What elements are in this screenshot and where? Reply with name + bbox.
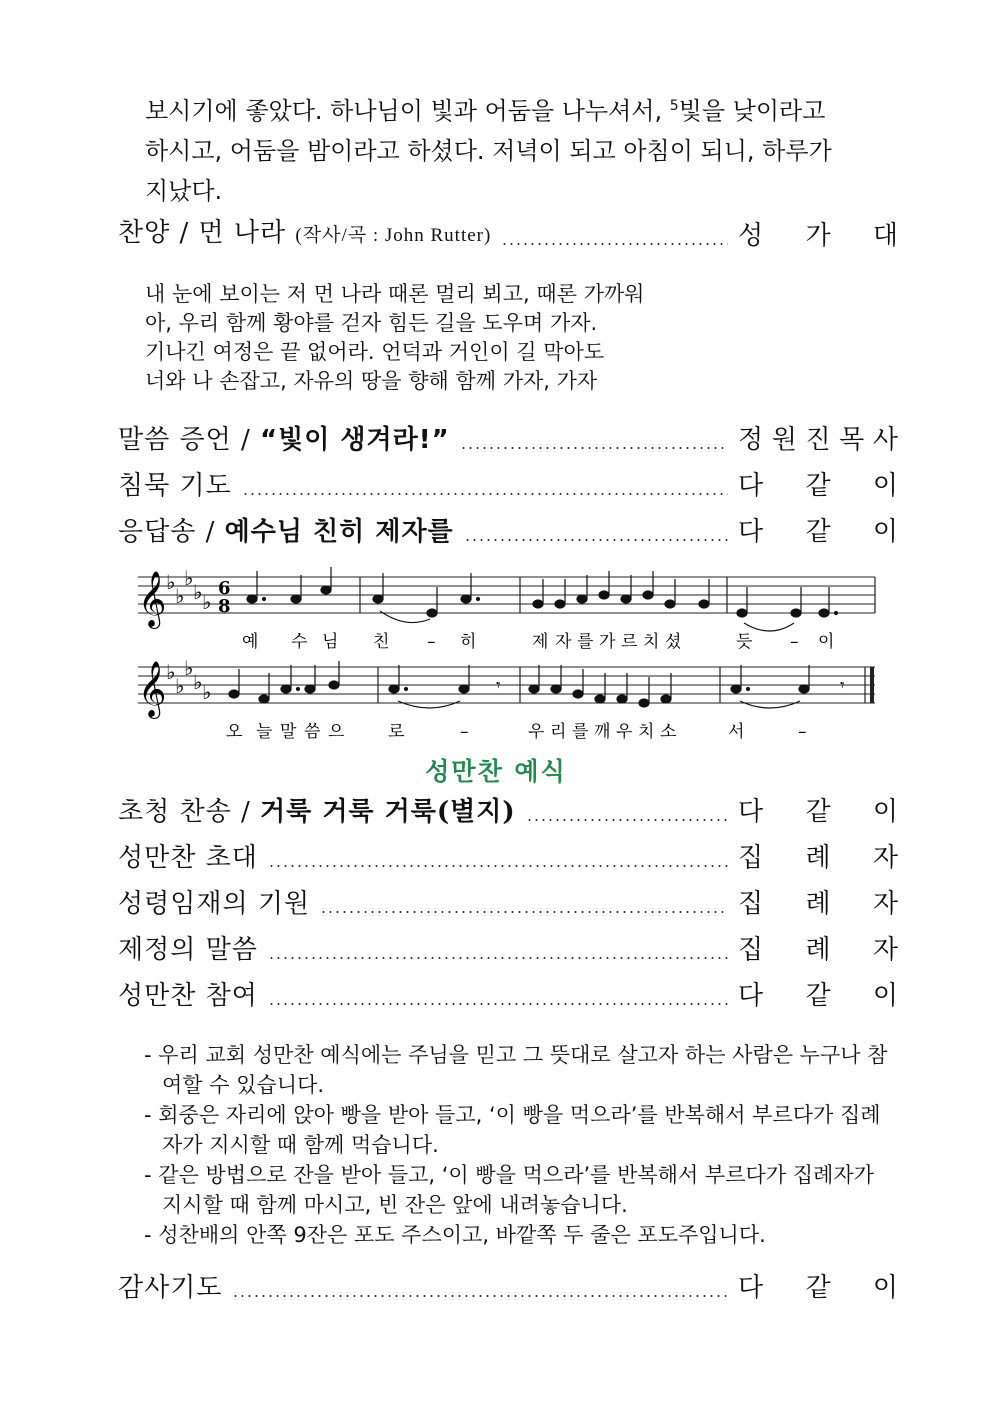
performer-char: 같 bbox=[805, 471, 831, 501]
scripture-line-1-text: 보시기에 좋았다. 하나님이 빛과 어둠을 나누셔서, bbox=[145, 97, 670, 125]
thanksgiving-performer bbox=[738, 1268, 898, 1308]
svg-text:우: 우 bbox=[616, 722, 633, 742]
svg-text:르: 르 bbox=[621, 632, 638, 652]
note-item: - 같은 방법으로 잔을 받아 들고, ‘이 빵을 먹으라’를 반복해서 부르다가 집례자가 지시할 때 함께 마시고, 빈 잔은 앞에 내려놓습니다. bbox=[144, 1163, 874, 1217]
anthem-label bbox=[118, 213, 491, 256]
performer-char: 원 bbox=[771, 425, 797, 455]
row-performer bbox=[738, 792, 898, 832]
svg-text:♭: ♭ bbox=[175, 584, 185, 608]
performer-char: 다 bbox=[738, 797, 764, 827]
row-label bbox=[118, 792, 516, 832]
performer-char: 다 bbox=[738, 471, 764, 501]
svg-text:♭: ♭ bbox=[166, 570, 176, 594]
communion-notes bbox=[140, 1040, 900, 1250]
scripture-line-3: 지났다. bbox=[145, 177, 223, 205]
lyric-line: 내 눈에 보이는 저 먼 나라 때론 멀리 뵈고, 때론 가까워 bbox=[145, 282, 645, 306]
svg-text:친: 친 bbox=[373, 632, 390, 652]
dot-leader bbox=[501, 243, 728, 245]
performer-char: 다 bbox=[738, 1273, 764, 1303]
slurs-line-1 bbox=[380, 611, 794, 631]
dot-leader bbox=[526, 819, 728, 821]
performer-char: 자 bbox=[872, 843, 898, 873]
svg-text:♭: ♭ bbox=[184, 566, 194, 590]
sermon-title: “빛이 생겨라!” bbox=[260, 425, 450, 455]
time-signature-bottom: 8 bbox=[218, 596, 231, 617]
svg-text:♭: ♭ bbox=[202, 680, 212, 704]
svg-text:셨: 셨 bbox=[665, 632, 682, 652]
performer-char: 사 bbox=[872, 425, 898, 455]
staff-lines bbox=[138, 577, 875, 613]
lyric-line: 너와 나 손잡고, 자유의 땅을 향해 함께 가자, 가자 bbox=[145, 369, 598, 393]
svg-text:제: 제 bbox=[532, 632, 549, 652]
svg-text:치: 치 bbox=[638, 722, 655, 742]
dot-leader bbox=[268, 957, 728, 959]
sermon-label bbox=[118, 420, 450, 460]
sermon-label-text: 말씀 증언 / bbox=[118, 425, 261, 455]
svg-text:♭: ♭ bbox=[166, 660, 176, 684]
svg-text:♭: ♭ bbox=[193, 670, 203, 694]
silent-prayer-performer bbox=[738, 466, 898, 506]
performer-char: 이 bbox=[872, 981, 898, 1011]
communion-row-participation bbox=[118, 976, 898, 1016]
staff-lines bbox=[138, 667, 875, 703]
row-performer bbox=[738, 976, 898, 1016]
svg-text:말: 말 bbox=[280, 722, 297, 742]
svg-text:–: – bbox=[798, 722, 807, 742]
scripture-line-1-text-end: 빛을 낮이라고 bbox=[678, 97, 826, 125]
svg-text:♭: ♭ bbox=[175, 674, 185, 698]
note-item: - 성찬배의 안쪽 9잔은 포도 주스이고, 바깥쪽 두 줄은 포도주입니다. bbox=[144, 1223, 766, 1247]
svg-text:–: – bbox=[790, 632, 799, 652]
svg-text:♭: ♭ bbox=[202, 590, 212, 614]
svg-text:–: – bbox=[460, 722, 469, 742]
svg-text:를: 를 bbox=[572, 722, 589, 742]
performer-char: 성 bbox=[738, 221, 764, 251]
performer-char: 이 bbox=[872, 471, 898, 501]
dot-leader bbox=[268, 1003, 728, 1005]
svg-text:깨: 깨 bbox=[594, 722, 611, 742]
treble-clef-icon: 𝄞 bbox=[138, 571, 167, 627]
row-title: 거룩 거룩 거룩(별지) bbox=[260, 797, 516, 827]
scripture-paragraph bbox=[145, 86, 885, 211]
communion-row-invitation-hymn bbox=[118, 792, 898, 832]
svg-text:으: 으 bbox=[328, 722, 345, 742]
svg-text:히: 히 bbox=[460, 632, 477, 652]
lyric-line: 아, 우리 함께 황야를 걷자 힘든 길을 도우며 가자. bbox=[145, 311, 598, 335]
row-performer bbox=[738, 884, 898, 924]
svg-text:자: 자 bbox=[555, 632, 572, 652]
communion-row-epiclesis bbox=[118, 884, 898, 924]
performer-char: 이 bbox=[872, 1273, 898, 1303]
row-label: 성만찬 참여 bbox=[118, 981, 258, 1011]
svg-text:우: 우 bbox=[528, 722, 545, 742]
performer-char: 자 bbox=[872, 935, 898, 965]
svg-text:–: – bbox=[427, 632, 436, 652]
row-performer bbox=[738, 838, 898, 878]
row-performer bbox=[738, 930, 898, 970]
svg-text:𝄾: 𝄾 bbox=[496, 676, 501, 696]
performer-char: 같 bbox=[805, 981, 831, 1011]
music-staff-1 bbox=[130, 565, 880, 655]
performer-char: 진 bbox=[805, 425, 831, 455]
svg-text:님: 님 bbox=[322, 632, 339, 652]
anthem-row bbox=[118, 216, 898, 256]
performer-char: 집 bbox=[738, 935, 764, 965]
response-label-text: 응답송 / bbox=[118, 517, 225, 547]
performer-char: 례 bbox=[805, 843, 831, 873]
note-item: - 우리 교회 성만찬 예식에는 주님을 믿고 그 뜻대로 살고자 하는 사람은 누구나 참여할 수 있습니다. bbox=[144, 1043, 888, 1097]
performer-char: 가 bbox=[805, 221, 831, 251]
performer-char: 같 bbox=[805, 1273, 831, 1303]
performer-char: 이 bbox=[872, 517, 898, 547]
svg-text:♭: ♭ bbox=[184, 656, 194, 680]
svg-text:𝄾: 𝄾 bbox=[840, 676, 845, 696]
response-performer bbox=[738, 512, 898, 552]
performer-char: 집 bbox=[738, 889, 764, 919]
anthem-label-text: 찬양 / 먼 나라 bbox=[118, 218, 296, 248]
performer-char: 례 bbox=[805, 889, 831, 919]
svg-text:로: 로 bbox=[388, 722, 405, 742]
time-signature-top: 6 bbox=[218, 578, 231, 599]
silent-prayer-label: 침묵 기도 bbox=[118, 471, 232, 501]
silent-prayer-row bbox=[118, 466, 898, 506]
thanksgiving-label: 감사기도 bbox=[118, 1273, 223, 1303]
row-label: 성령임재의 기원 bbox=[118, 889, 311, 919]
anthem-credit: (작사/곡 : John Rutter) bbox=[295, 225, 492, 246]
dot-leader bbox=[320, 911, 728, 913]
row-label: 성만찬 초대 bbox=[118, 843, 258, 873]
dot-leader bbox=[460, 447, 728, 449]
svg-text:를: 를 bbox=[577, 632, 594, 652]
svg-text:씀: 씀 bbox=[304, 722, 321, 742]
performer-char: 자 bbox=[872, 889, 898, 919]
svg-text:오: 오 bbox=[226, 722, 243, 742]
performer-char: 례 bbox=[805, 935, 831, 965]
verse-number: 5 bbox=[669, 98, 679, 114]
sermon-preacher bbox=[738, 420, 898, 460]
performer-char: 같 bbox=[805, 517, 831, 547]
music-staff-2 bbox=[130, 655, 880, 745]
svg-text:리: 리 bbox=[550, 722, 567, 742]
performer-char: 이 bbox=[872, 797, 898, 827]
note-item: - 회중은 자리에 앉아 빵을 받아 들고, ‘이 빵을 먹으라’를 반복해서 부르다가 집례자가 지시할 때 함께 먹습니다. bbox=[144, 1103, 881, 1157]
key-signature-flats bbox=[166, 566, 211, 614]
dot-leader bbox=[232, 1295, 728, 1297]
scripture-line-2: 하시고, 어둠을 밤이라고 하셨다. 저녁이 되고 아침이 되니, 하루가 bbox=[145, 137, 832, 165]
dot-leader bbox=[464, 539, 728, 541]
thanksgiving-row bbox=[118, 1268, 898, 1308]
svg-text:예: 예 bbox=[242, 632, 259, 652]
svg-text:늘: 늘 bbox=[256, 722, 273, 742]
dot-leader bbox=[242, 493, 728, 495]
rests-line-2 bbox=[496, 676, 845, 696]
svg-text:소: 소 bbox=[660, 722, 677, 742]
svg-text:이: 이 bbox=[818, 632, 835, 652]
communion-section-title: 성만찬 예식 bbox=[425, 757, 567, 786]
notes-line-1 bbox=[247, 567, 838, 617]
communion-row-invitation bbox=[118, 838, 898, 878]
treble-clef-icon: 𝄞 bbox=[138, 661, 167, 717]
sermon-row bbox=[118, 420, 898, 460]
performer-char: 목 bbox=[839, 425, 865, 455]
performer-char: 다 bbox=[738, 517, 764, 547]
performer-char: 집 bbox=[738, 843, 764, 873]
notes-line-2 bbox=[229, 661, 809, 707]
response-label bbox=[118, 512, 454, 552]
svg-text:듯: 듯 bbox=[736, 632, 753, 652]
performer-char: 같 bbox=[805, 797, 831, 827]
scripture-line-1 bbox=[145, 86, 885, 131]
key-signature-flats bbox=[166, 656, 211, 704]
performer-char: 정 bbox=[738, 425, 764, 455]
anthem-lyrics bbox=[145, 280, 644, 396]
svg-text:수: 수 bbox=[291, 632, 308, 652]
row-label-text: 초청 찬송 / bbox=[118, 797, 261, 827]
response-song-row bbox=[118, 512, 898, 552]
lyric-line: 기나긴 여정은 끝 없어라. 언덕과 거인이 길 막아도 bbox=[145, 340, 605, 364]
anthem-performer bbox=[738, 216, 898, 256]
dot-leader bbox=[268, 865, 728, 867]
svg-text:♭: ♭ bbox=[193, 580, 203, 604]
svg-text:서: 서 bbox=[728, 722, 745, 742]
lyrics-line-1 bbox=[242, 631, 834, 652]
response-title: 예수님 친히 제자를 bbox=[224, 517, 454, 547]
svg-text:가: 가 bbox=[599, 632, 616, 652]
lyrics-line-2 bbox=[226, 721, 807, 742]
performer-char: 대 bbox=[872, 221, 898, 251]
communion-row-institution bbox=[118, 930, 898, 970]
svg-text:치: 치 bbox=[643, 632, 660, 652]
performer-char: 다 bbox=[738, 981, 764, 1011]
row-label: 제정의 말씀 bbox=[118, 935, 258, 965]
